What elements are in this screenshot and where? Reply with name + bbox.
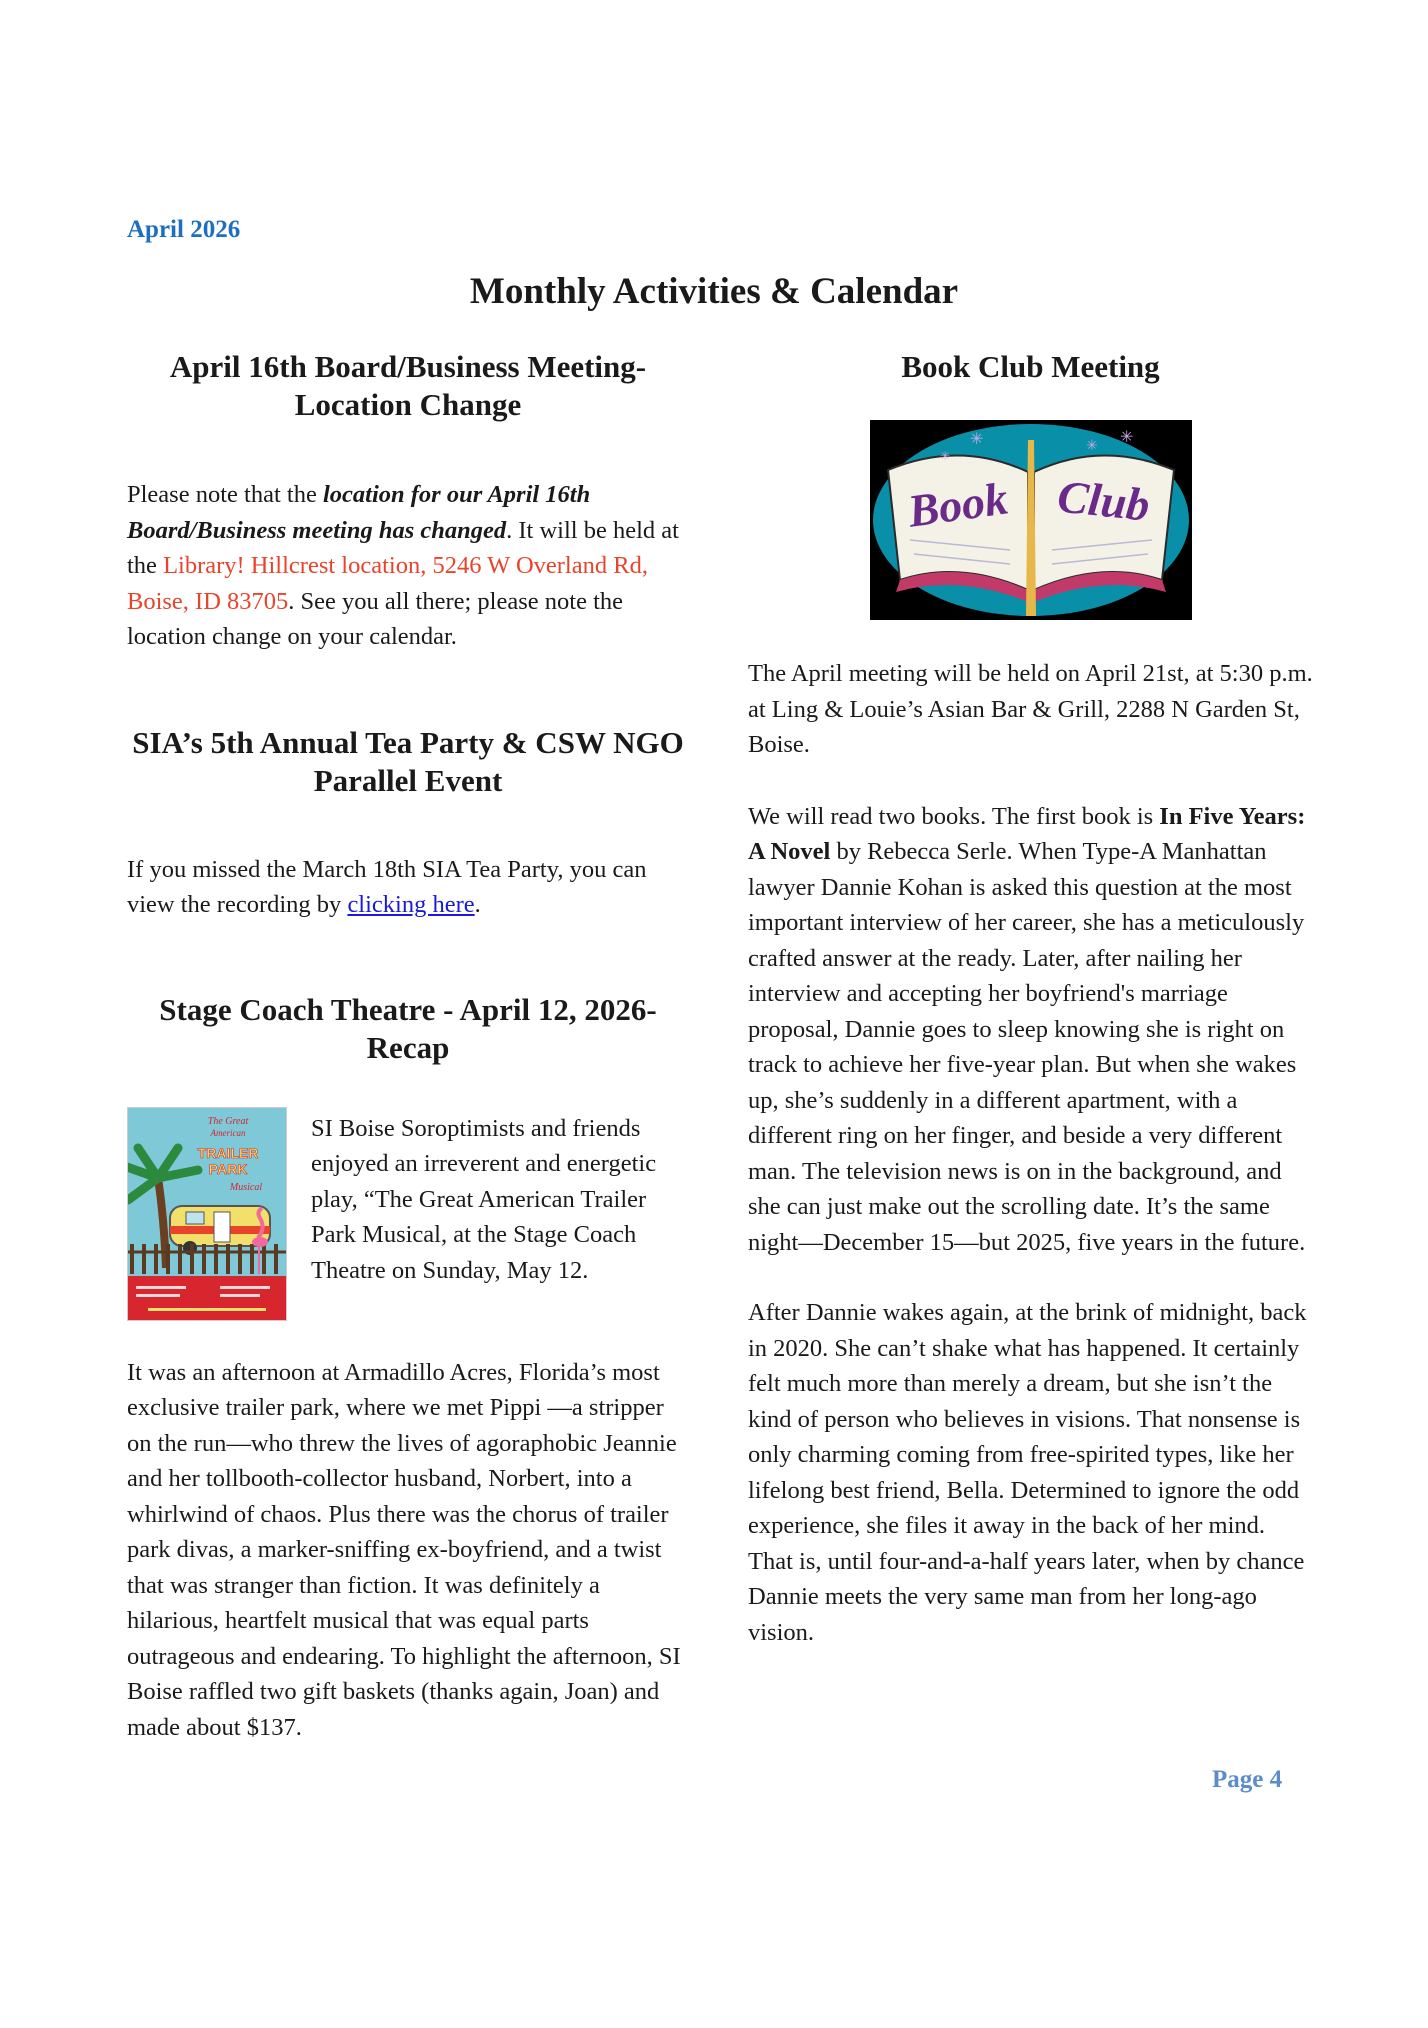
- book-club-heading: Book Club Meeting: [901, 349, 1160, 384]
- book-club-section: [748, 348, 1313, 1650]
- svg-text:✳: ✳: [939, 449, 950, 463]
- stage-coach-intro: SI Boise Soroptimists and friends enjoyed an irreverent and energetic play, “The Great American Trailer Park Musical, at the Stage Coach Theatre on Sunday, May 12.: [311, 1114, 657, 1284]
- book-club-image-wrap: [748, 420, 1313, 620]
- svg-text:Musical: Musical: [229, 1181, 263, 1193]
- poster-illustration: [128, 1108, 286, 1320]
- page-number: Page 4: [1212, 1766, 1283, 1793]
- page-title: Monthly Activities & Calendar: [469, 271, 959, 312]
- book-club-synopsis-continued: After Dannie wakes again, at the brink of midnight, back in 2020. She can’t shake what has happened. It certainly felt much more than merely a dream, but she isn’t the kind of person who believes in visions. That nonsense is only charming coming from free-spirited types, like her lifelong best friend, Bella. Determined to ignore the odd experience, she files it away in the back of her mind. That is, until four-and-a-half years later, when by chance Dannie meets the very same man from her long-ago vision.: [748, 1299, 1307, 1646]
- recording-link[interactable]: clicking here: [347, 891, 475, 918]
- stage-coach-intro-block: [127, 1107, 689, 1319]
- board-meeting-heading: April 16th Board/Business Meeting-Location Change: [169, 349, 647, 422]
- svg-text:American: American: [210, 1127, 246, 1138]
- stage-coach-body: It was an afternoon at Armadillo Acres, Florida’s most exclusive trailer park, where we met Pippi —a stripper on the run—who threw the lives of agoraphobic Jeannie and her tollbooth-collector husband, Norbert, into a whirlwind of chaos. Plus there was the chorus of trailer park divas, a marker-sniffing ex-boyfriend, and a twist that was stranger than fiction. It was definitely a hilarious, heartfelt musical that was equal parts outrageous and endearing. To highlight the afternoon, SI Boise raffled two gift baskets (thanks again, Joan) and made about $137.: [127, 1358, 681, 1741]
- tea-party-heading: SIA’s 5th Annual Tea Party & CSW NGO Parallel Event: [132, 724, 684, 798]
- svg-text:✳: ✳: [969, 429, 983, 448]
- book-title: In Five Years: A Novel: [748, 802, 1306, 865]
- svg-text:✳: ✳: [1085, 438, 1098, 454]
- issue-date: April 2026: [127, 216, 241, 243]
- library-address: Library! Hillcrest location, 5246 W Overland Rd, Boise, ID 83705: [127, 552, 648, 615]
- trailer-park-musical-poster: [127, 1107, 287, 1321]
- location-change-emphasis: location for our April 16th Board/Business meeting has changed: [127, 481, 591, 544]
- right-column: [748, 348, 1313, 1650]
- svg-text:PARK: PARK: [208, 1160, 248, 1177]
- stage-coach-section: [127, 991, 689, 1746]
- tea-party-section: [127, 724, 689, 923]
- left-column: [127, 348, 689, 1745]
- svg-text:Club: Club: [1054, 470, 1152, 531]
- stage-coach-heading: Stage Coach Theatre - April 12, 2026-Recap: [159, 991, 657, 1065]
- tea-party-text: If you missed the March 18th SIA Tea Party, you can view the recording by clicking here.: [127, 855, 647, 918]
- board-meeting-text: Please note that the location for our April 16th Board/Business meeting has changed. It will be held at the Library! Hillcrest location, 5246 W Overland Rd, Boise, ID 83705. See you all there; please note the location change on your calendar.: [127, 481, 679, 650]
- svg-text:TRAILER: TRAILER: [197, 1144, 259, 1161]
- svg-text:✳: ✳: [1119, 427, 1133, 446]
- svg-text:The Great: The Great: [207, 1115, 249, 1127]
- svg-text:Book: Book: [904, 472, 1011, 537]
- board-meeting-section: [127, 348, 689, 655]
- book-club-meeting-details: The April meeting will be held on April 21st, at 5:30 p.m. at Ling & Louie’s Asian Bar & Grill, 2288 N Garden St, Boise.: [748, 660, 1313, 758]
- book-club-first-book: We will read two books. The first book is In Five Years: A Novel by Rebecca Serle. When Type-A Manhattan lawyer Dannie Kohan is asked this question at the most important interview of her career, she has a meticulously crafted answer at the ready. Later, after nailing her interview and accepting her boyfriend's marriage proposal, Dannie goes to sleep knowing she is right on track to achieve her five-year plan. But when she wakes up, she’s suddenly in a different apartment, with a different ring on her finger, and beside a very different man. The television news is on in the background, and she can just make out the scrolling date. It’s the same night—December 15—but 2025, five years in the future.: [748, 802, 1306, 1256]
- book-club-image: [870, 420, 1192, 620]
